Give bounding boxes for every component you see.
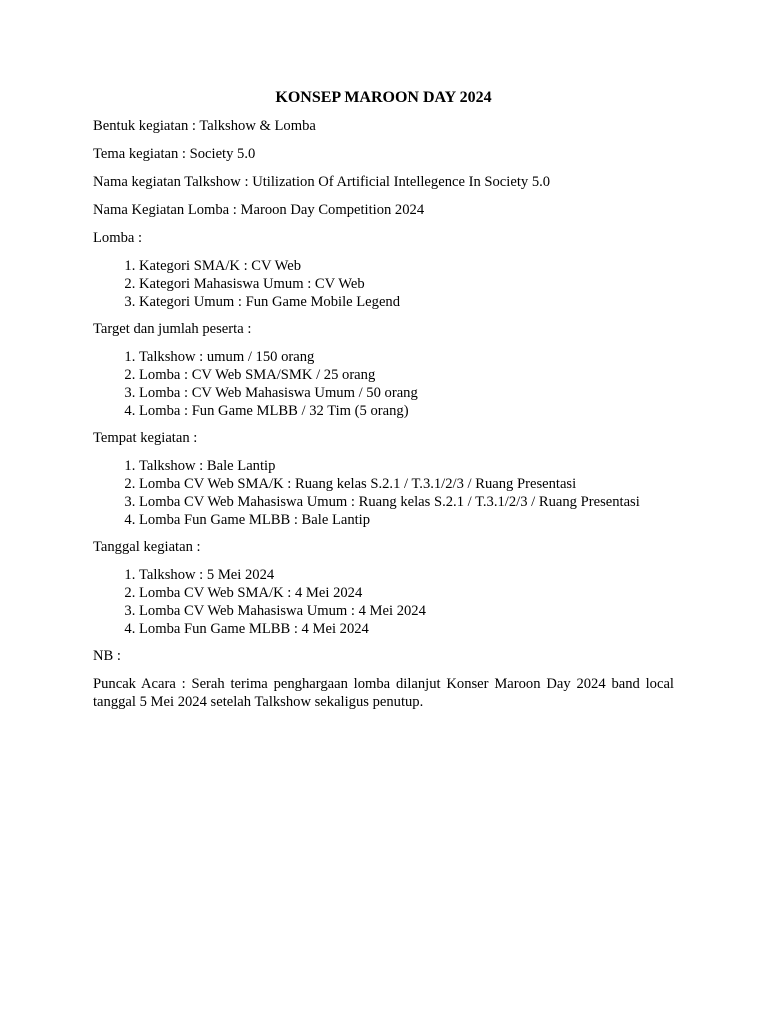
list-item: 1. Kategori SMA/K : CV Web xyxy=(139,257,674,275)
list-item: 2. Kategori Mahasiswa Umum : CV Web xyxy=(139,275,674,293)
list-item: 2. Lomba CV Web SMA/K : Ruang kelas S.2.1 / T.3.1/2/3 / Ruang Presentasi xyxy=(139,475,674,493)
list-item: 3. Lomba CV Web Mahasiswa Umum : Ruang kelas S.2.1 / T.3.1/2/3 / Ruang Presentasi xyxy=(139,493,674,511)
document-title: KONSEP MAROON DAY 2024 xyxy=(275,89,492,106)
tema-kegiatan: Tema kegiatan : Society 5.0 xyxy=(93,146,256,162)
list-item: 1. Talkshow : Bale Lantip xyxy=(139,457,674,475)
list-item: 1. Talkshow : umum / 150 orang xyxy=(139,348,674,366)
list-item: 4. Lomba Fun Game MLBB : 4 Mei 2024 xyxy=(139,620,674,638)
list-item: 3. Kategori Umum : Fun Game Mobile Legend xyxy=(139,293,674,311)
list-item: 2. Lomba CV Web SMA/K : 4 Mei 2024 xyxy=(139,584,674,602)
target-heading: Target dan jumlah peserta : xyxy=(93,321,252,337)
list-item: 3. Lomba CV Web Mahasiswa Umum : 4 Mei 2024 xyxy=(139,602,674,620)
tempat-heading: Tempat kegiatan : xyxy=(93,430,198,446)
list-item: 2. Lomba : CV Web SMA/SMK / 25 orang xyxy=(139,366,674,384)
bentuk-kegiatan: Bentuk kegiatan : Talkshow & Lomba xyxy=(93,118,316,134)
nama-kegiatan-talkshow: Nama kegiatan Talkshow : Utilization Of Artificial Intellegence In Society 5.0 xyxy=(93,174,551,190)
list-item: 1. Talkshow : 5 Mei 2024 xyxy=(139,566,674,584)
tanggal-list xyxy=(93,566,674,638)
list-item: 3. Lomba : CV Web Mahasiswa Umum / 50 orang xyxy=(139,384,674,402)
lomba-heading: Lomba : xyxy=(93,230,143,246)
puncak-acara-paragraph: Puncak Acara : Serah terima penghargaan lomba dilanjut Konser Maroon Day 2024 band local tanggal 5 Mei 2024 setelah Talkshow sekaligus penutup. xyxy=(93,676,674,710)
nama-kegiatan-lomba: Nama Kegiatan Lomba : Maroon Day Competition 2024 xyxy=(93,202,425,218)
tempat-list xyxy=(93,457,674,529)
list-item: 4. Lomba Fun Game MLBB : Bale Lantip xyxy=(139,511,674,529)
lomba-list xyxy=(93,257,674,311)
tanggal-heading: Tanggal kegiatan : xyxy=(93,539,201,555)
document-body xyxy=(93,88,674,721)
nb-label: NB : xyxy=(93,648,121,664)
list-item: 4. Lomba : Fun Game MLBB / 32 Tim (5 orang) xyxy=(139,402,674,420)
target-list xyxy=(93,348,674,420)
